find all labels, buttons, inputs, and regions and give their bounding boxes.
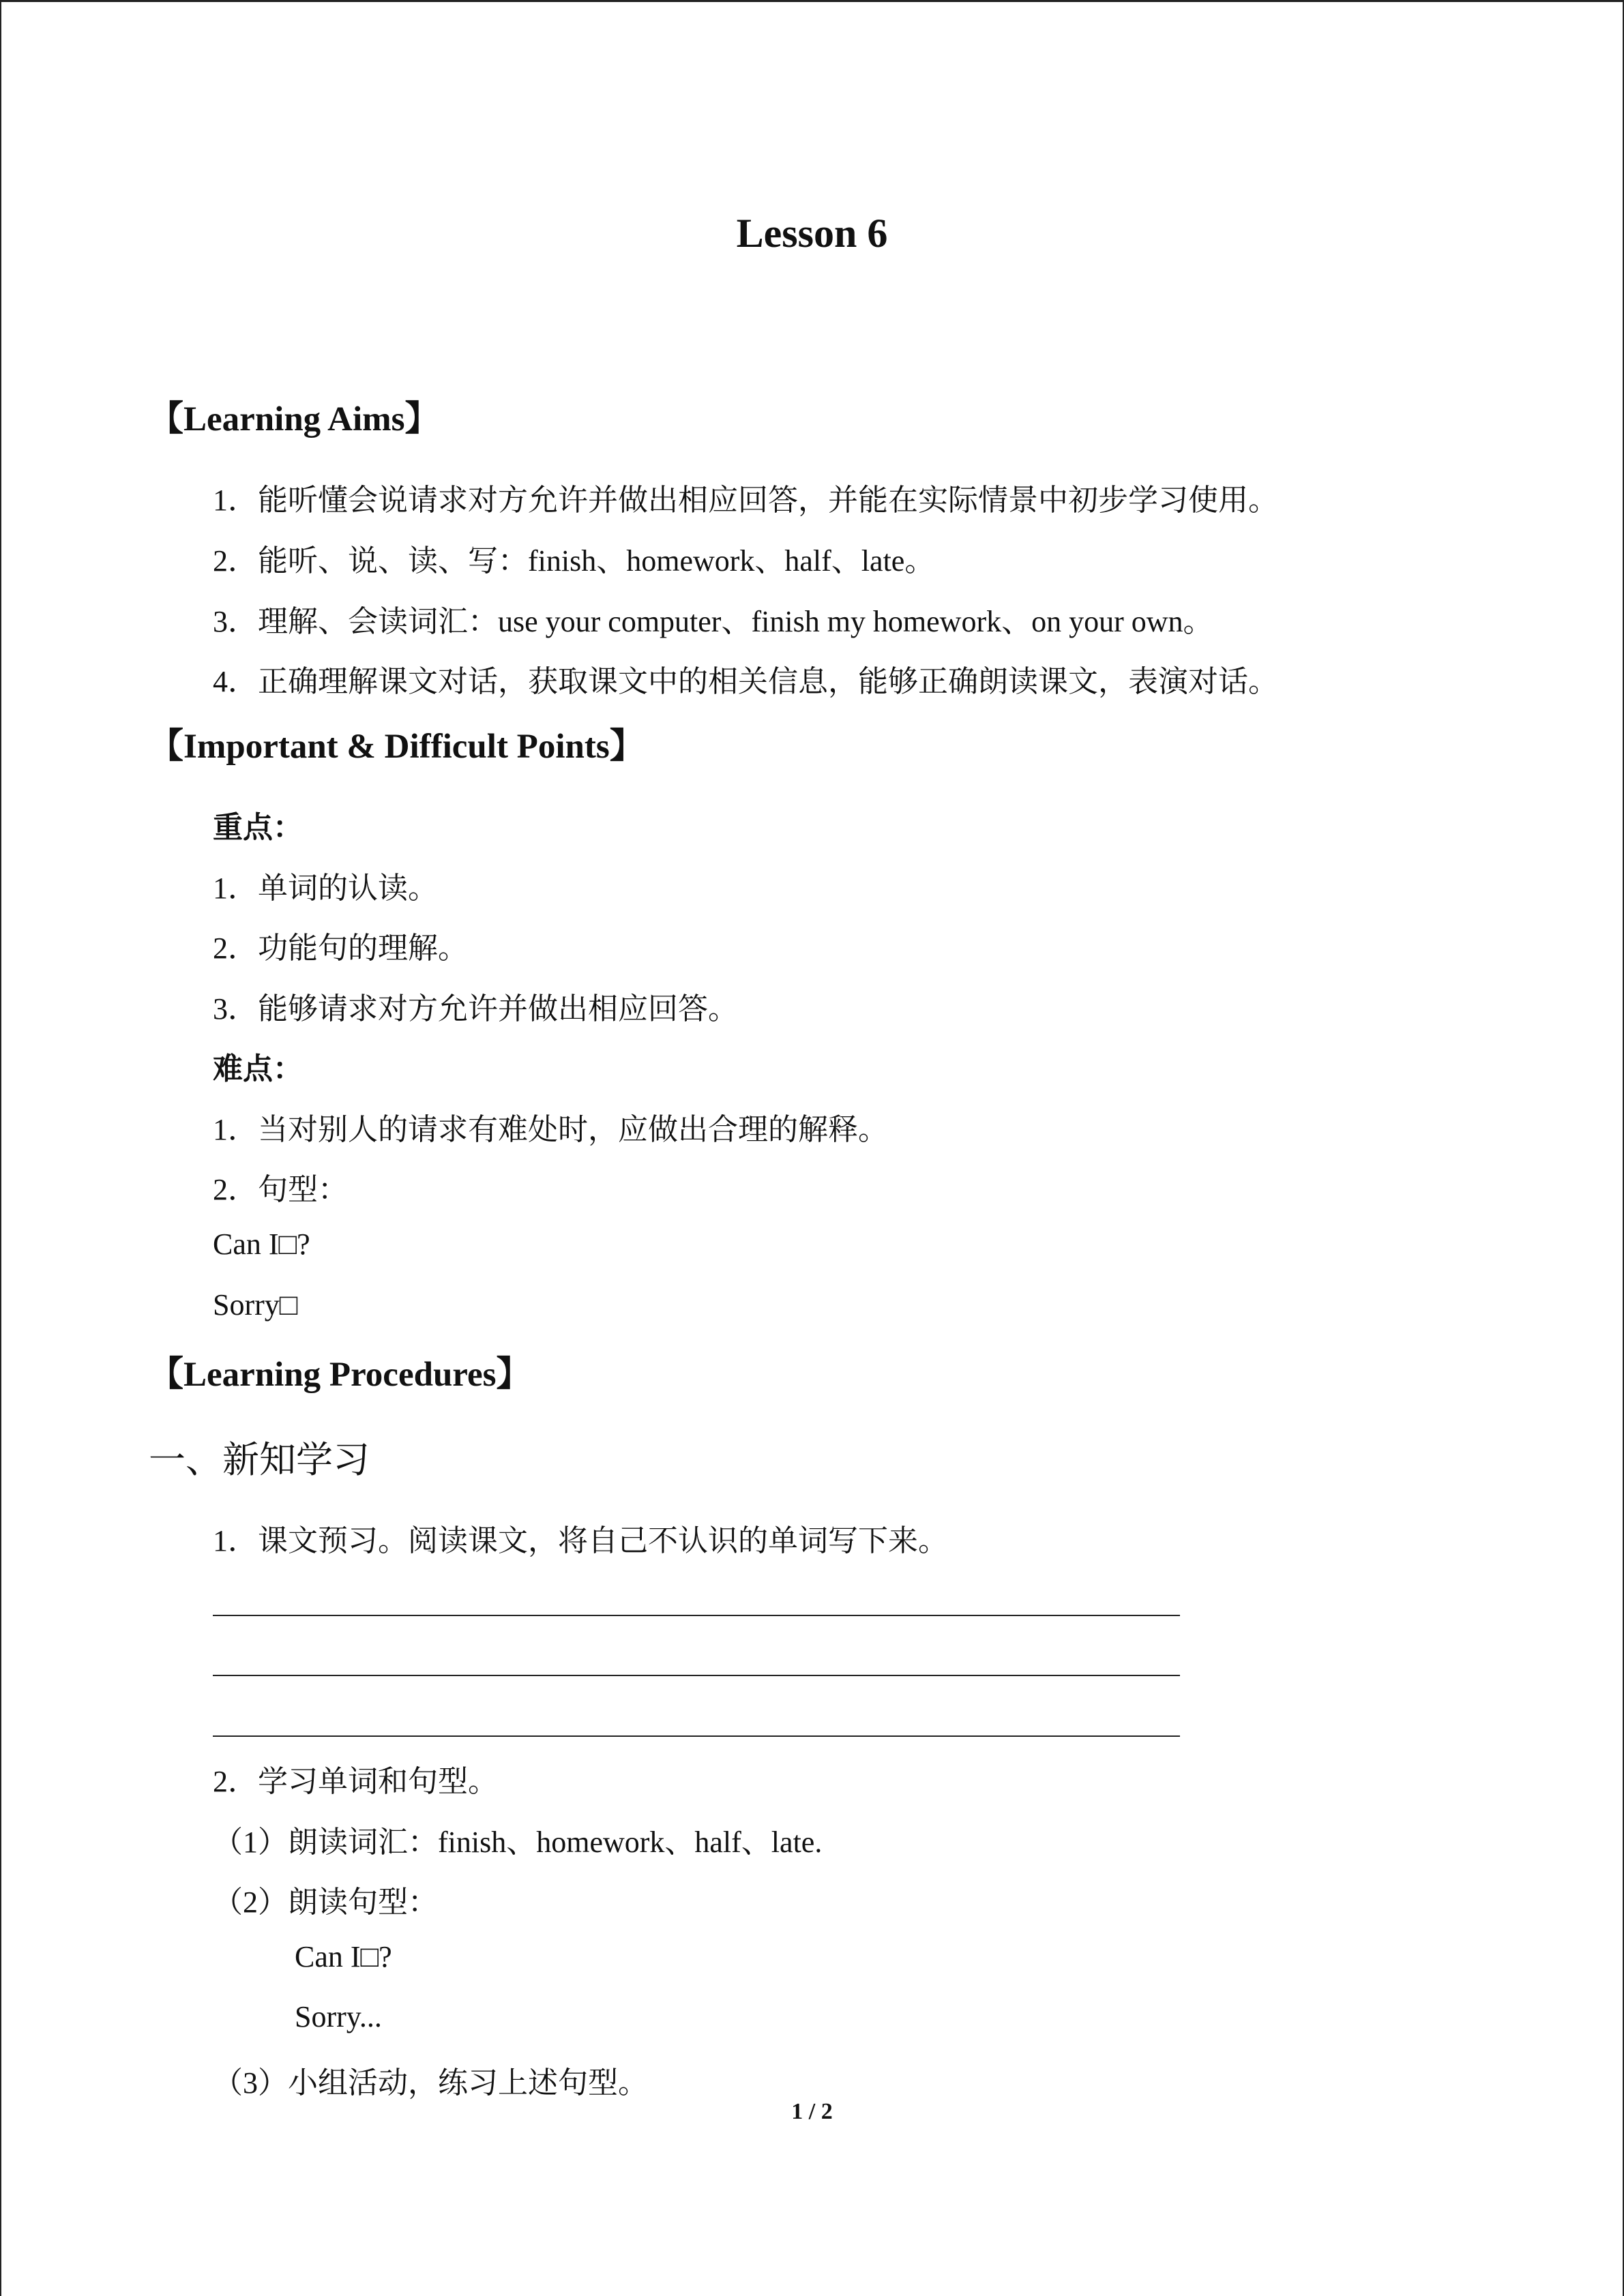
sentence-pattern: Can I□? (295, 1940, 392, 1973)
sentence-pattern: Sorry□ (213, 1288, 298, 1322)
answer-blank-line[interactable] (213, 1615, 1180, 1616)
answer-blank-line[interactable] (213, 1675, 1180, 1676)
page-number: 1 / 2 (791, 2099, 833, 2124)
procedure-step-2: 2．学习单词和句型。 (213, 1765, 498, 1798)
key-point-item: 2．功能句的理解。 (213, 931, 468, 965)
page-title: Lesson 6 (736, 211, 888, 256)
sentence-pattern: Sorry... (295, 2000, 382, 2033)
procedure-sub-item: （2）朗读句型： (213, 1885, 438, 1919)
section-learning-procedures: 【Learning Procedures】 (149, 1356, 531, 1394)
sentence-pattern: Can I□? (213, 1227, 310, 1261)
aim-item: 4．正确理解课文对话，获取课文中的相关信息，能够正确朗读课文，表演对话。 (213, 665, 1278, 698)
difficult-point-item: 2．句型： (213, 1173, 348, 1206)
difficult-point-item: 1．当对别人的请求有难处时，应做出合理的解释。 (213, 1113, 888, 1146)
aim-item: 2．能听、说、读、写：finish、homework、half、late。 (213, 544, 935, 578)
procedure-step-1: 1．课文预习。阅读课文，将自己不认识的单词写下来。 (213, 1524, 948, 1557)
key-point-item: 1．单词的认读。 (213, 871, 438, 905)
procedure-sub-item: （3）小组活动，练习上述句型。 (213, 2066, 648, 2100)
difficult-points-label: 难点： (213, 1052, 303, 1086)
key-point-item: 3．能够请求对方允许并做出相应回答。 (213, 992, 738, 1026)
section-learning-aims: 【Learning Aims】 (149, 400, 440, 438)
procedure-sub-item: （1）朗读词汇：finish、homework、half、late. (213, 1825, 823, 1859)
section-important-difficult-points: 【Important & Difficult Points】 (149, 728, 645, 766)
answer-blank-line[interactable] (213, 1735, 1180, 1737)
aim-item: 3．理解、会读词汇：use your computer、finish my homework、on your own。 (213, 605, 1213, 638)
key-points-label: 重点： (213, 811, 303, 844)
procedure-heading: 一、新知学习 (149, 1440, 370, 1480)
aim-item: 1．能听懂会说请求对方允许并做出相应回答，并能在实际情景中初步学习使用。 (213, 483, 1278, 517)
